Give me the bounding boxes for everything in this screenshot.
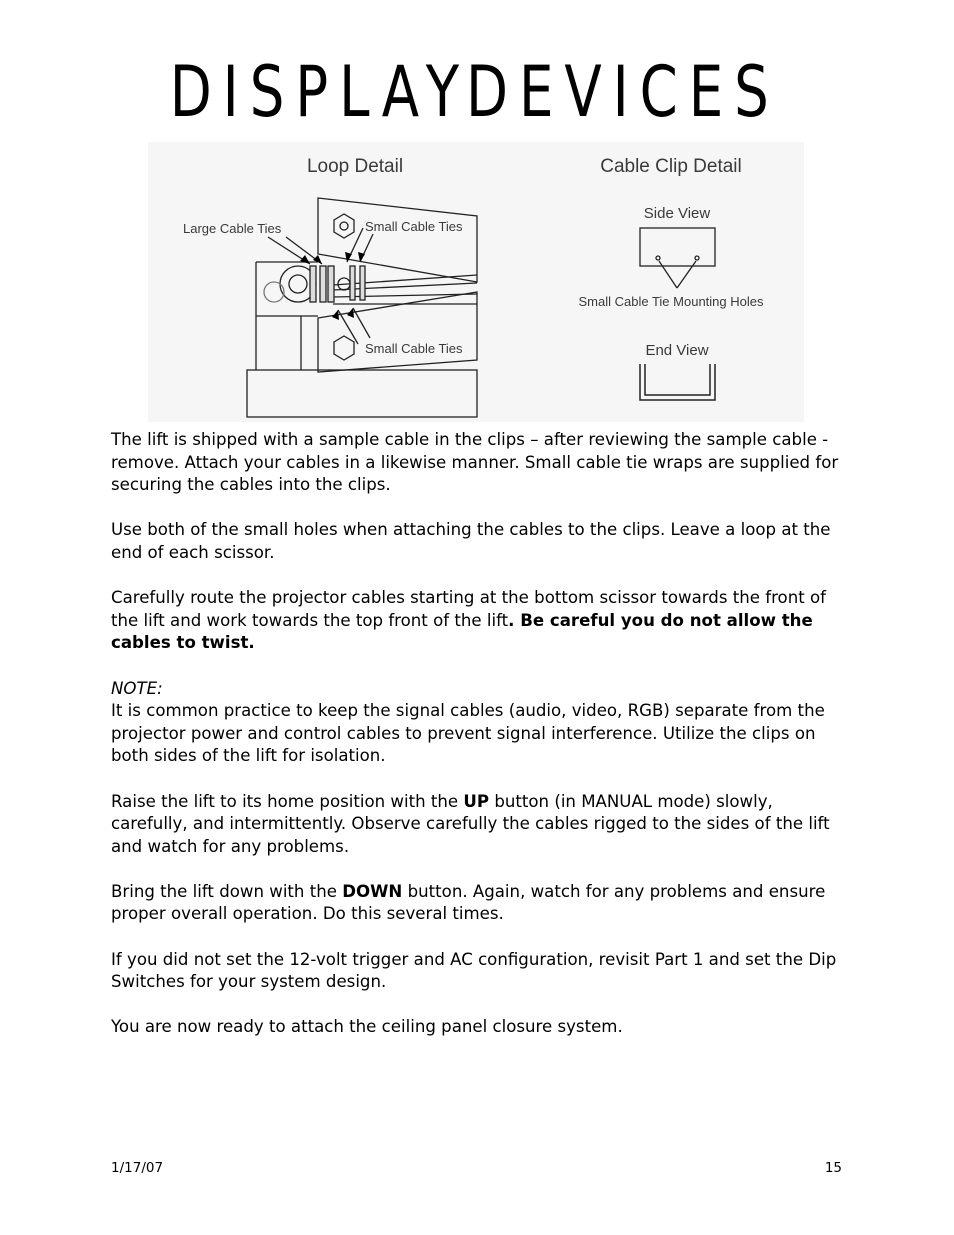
display-devices-logo — [152, 52, 802, 132]
footer-date: 1/17/07 — [111, 1160, 164, 1176]
small-cable-ties-top-label: Small Cable Ties — [365, 219, 463, 234]
lower-lift-text-a: Bring the lift down with the — [111, 881, 343, 901]
logo-text-display: DISPLAY — [170, 51, 471, 133]
up-button-label: UP — [463, 791, 490, 811]
page-number: 15 — [824, 1160, 842, 1176]
small-cable-ties-bottom-label: Small Cable Ties — [365, 341, 463, 356]
paragraph-small-holes: Use both of the small holes when attaching the cables to the clips. Leave a loop at the end of each scissor. — [111, 520, 831, 562]
paragraph-raise-lift — [111, 791, 846, 859]
paragraph-signal-isolation: It is common practice to keep the signal cables (audio, video, RGB) separate from the projector power and control cables to prevent signal interference. Utilize the clips on both sides of the lift for isolation. — [111, 701, 825, 766]
cable-detail-figure — [148, 142, 804, 422]
raise-lift-text-a: Raise the lift to its home position with the — [111, 791, 464, 811]
paragraph-dip-switches: If you did not set the 12-volt trigger and AC configuration, revisit Part 1 and set the Dip Switches for your system design. — [111, 949, 837, 992]
paragraph-route-cables — [111, 587, 846, 655]
paragraph-lower-lift — [111, 881, 846, 926]
raise-lift-text-b: button (in MANUAL mode) slowly, carefully, and intermittently. Observe carefully the cables rigged to the sides of the lift and watch for any problems. — [111, 791, 830, 856]
twist-warning: . Be careful you do not allow the cables to twist. — [111, 610, 813, 653]
lower-lift-text-b: button. Again, watch for any problems and ensure proper overall operation. Do this several times. — [111, 881, 826, 924]
loop-detail-title: Loop Detail — [306, 156, 404, 177]
down-button-label: DOWN — [342, 881, 403, 901]
cable-clip-detail-title: Cable Clip Detail — [600, 156, 742, 177]
large-cable-ties-label: Large Cable Ties — [183, 221, 282, 236]
paragraph-ready: You are now ready to attach the ceiling panel closure system. — [111, 1017, 623, 1037]
paragraph-sample-cable: The lift is shipped with a sample cable in the clips – after reviewing the sample cable - remove. Attach your cables in a likewise manner. Small cable tie wraps are supplied for securing the cables into the clips. — [111, 430, 839, 495]
mounting-holes-label: Small Cable Tie Mounting Holes — [578, 294, 764, 309]
route-cables-text: Carefully route the projector cables starting at the bottom scissor towards the front of the lift and work towards the top front of the lift — [111, 588, 827, 630]
logo-text-devices: DEVICES — [466, 51, 781, 133]
side-view-label: Side View — [643, 205, 711, 222]
note-label: NOTE: — [111, 678, 163, 698]
body-text — [111, 429, 846, 1062]
end-view-label: End View — [645, 342, 709, 359]
cable-detail-diagram — [148, 142, 804, 422]
